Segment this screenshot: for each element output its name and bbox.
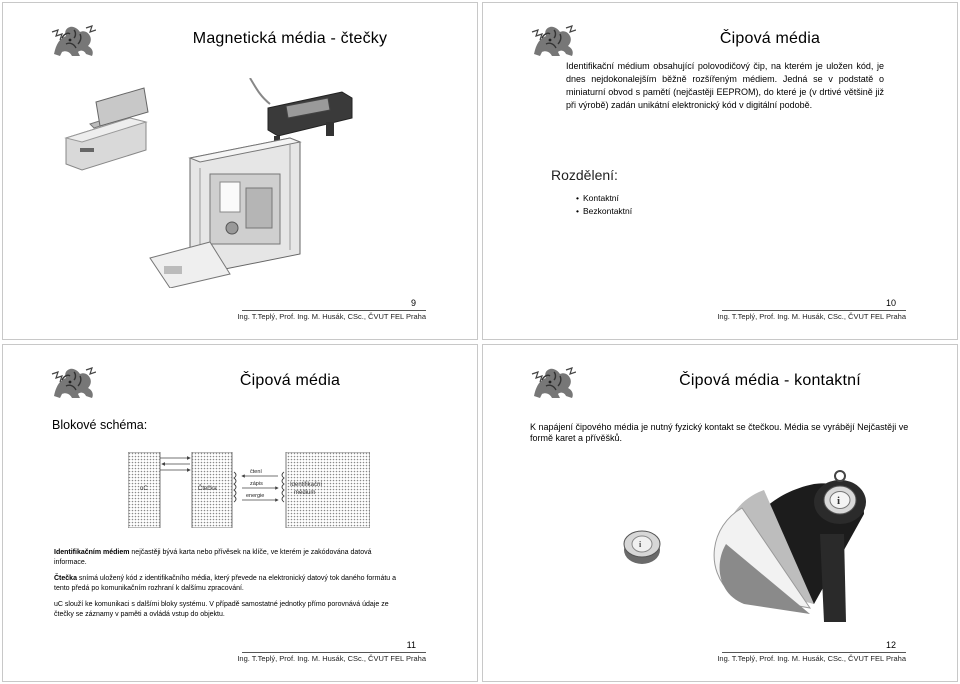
slide-title: Čipová média <box>719 30 821 47</box>
page-number: 9 <box>410 298 416 308</box>
paragraph-reader <box>54 574 402 594</box>
slide-title: Čipová média <box>239 372 341 389</box>
paragraph-medium <box>54 548 402 568</box>
page-number: 12 <box>885 640 896 650</box>
footer-rule <box>722 310 906 311</box>
paragraph-text: snímá uložený kód z identifikačního média, který převede na elektronický datový tok daného formátu a tento předá po komunikačním rozhraní k dalšímu zpracování. <box>54 575 397 592</box>
contact-media-description: K napájení čipového média je nutný fyzický kontakt se čtečkou. Média se vyrábějí Nejčastěji ve formě karet a přívěšků. <box>530 422 909 443</box>
energy-label: energie <box>246 493 265 499</box>
read-label: čtení <box>250 469 262 475</box>
ibutton-logo-letter: i <box>639 540 642 549</box>
ibutton-keyfobs-photo <box>614 454 914 624</box>
paragraph-text: uC slouží ke komunikaci s dalšími bloky systému. V případě samostatné jednotky přímo porovnává údaje ze čtečky se záznamy v paměti a ovládá vstup do objektu. <box>54 601 389 618</box>
block-diagram <box>128 452 370 528</box>
division-list <box>576 192 632 218</box>
paragraph-text: nejčastěji bývá karta nebo přívěsek na klíče, ve kterém je zakódována datová informace. <box>54 549 372 566</box>
lion-logo-icon <box>50 366 96 400</box>
paragraph-uc <box>54 600 402 620</box>
footer-author: Ing. T.Teplý, Prof. Ing. M. Husák, CSc., ČVUT FEL Praha <box>717 312 906 321</box>
page-number: 10 <box>885 298 896 308</box>
lion-logo-icon <box>530 366 576 400</box>
lcd-reader-image <box>250 78 352 148</box>
uc-label: uC <box>140 486 148 492</box>
footer-rule <box>722 652 906 653</box>
slide-4 <box>482 344 958 682</box>
reader-coil-icon <box>234 472 236 502</box>
footer-author: Ing. T.Teplý, Prof. Ing. M. Husák, CSc., ČVUT FEL Praha <box>237 654 426 663</box>
slide-3 <box>2 344 478 682</box>
card-readers-photo <box>60 78 390 288</box>
slide-title: Čipová média - kontaktní <box>679 372 861 389</box>
list-item: • Kontaktní <box>576 192 632 205</box>
bold-term: Čtečka <box>54 575 77 582</box>
diagram-explanation <box>54 548 402 626</box>
medium-label-line1: Identifikační <box>290 482 323 488</box>
write-label: zápis <box>250 481 263 487</box>
keyfob-logo-letter: i <box>837 495 841 507</box>
block-diagram-heading: Blokové schéma: <box>52 418 148 432</box>
chip-media-description: Identifikační médium obsahující polovodičový čip, na kterém je uložen kód, je dnes nejdokonalejším běžně rozšířeným médiem. Jedná se v podstatě o miniaturní obvod s pamětí (nejčastěji EEPROM), do které je (v drtivé většině již při výrobě) zadán unikátní elektronický kód v digitální podobě. <box>566 61 884 110</box>
list-item: • Bezkontaktní <box>576 205 632 218</box>
division-heading: Rozdělení: <box>551 167 618 183</box>
page-number: 11 <box>406 640 416 650</box>
footer-rule <box>242 652 426 653</box>
bold-term: Identifikačním médiem <box>54 549 130 556</box>
lion-logo-icon <box>530 24 576 58</box>
medium-coil-icon <box>282 472 284 502</box>
footer-author: Ing. T.Teplý, Prof. Ing. M. Husák, CSc., ČVUT FEL Praha <box>717 654 906 663</box>
medium-label-line2: médium <box>294 490 316 496</box>
slide-2 <box>482 2 958 340</box>
slide-title: Magnetická média - čtečky <box>192 30 388 47</box>
footer-author: Ing. T.Teplý, Prof. Ing. M. Husák, CSc., ČVUT FEL Praha <box>237 312 426 321</box>
reader-label: Čtečka <box>198 486 217 492</box>
footer-rule <box>242 310 426 311</box>
slide-1 <box>2 2 478 340</box>
lion-logo-icon <box>50 24 96 58</box>
ibutton-image <box>624 531 660 564</box>
keyfob-fan-image <box>714 471 866 622</box>
